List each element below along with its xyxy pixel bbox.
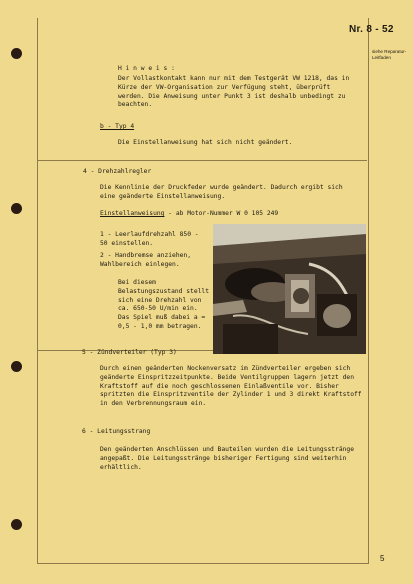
- binder-hole-1: [11, 48, 22, 59]
- reference-note: siehe Reparatur-Leitfaden: [372, 49, 407, 60]
- section6-heading: 6 - Leitungsstrang: [82, 428, 151, 435]
- separator-line: [37, 160, 367, 161]
- hinweis-title: H i n w e i s :: [118, 65, 175, 72]
- engine-photo-illustration: [213, 224, 366, 354]
- einstell-suffix: - ab Motor-Nummer W 0 105 249: [168, 210, 279, 217]
- binder-hole-3: [11, 361, 22, 372]
- section5-heading: 5 - Zündverteiler (Typ 3): [82, 349, 177, 356]
- engine-photo: [213, 224, 366, 354]
- load-text: Bei diesem Belastungszustand stellt sich eine Drehzahl von ca. 650-50 U/min ein. Das Spiel muß dabei a = 0,5 - 1,0 mm betragen.: [118, 279, 209, 330]
- section4-heading: 4 - Drehzahlregler: [83, 168, 152, 175]
- step-2: 2 - Handbremse anziehen, Wahlbereich einlegen.: [100, 252, 191, 268]
- hinweis-text: Der Vollastkontakt kann nur mit dem Testgerät VW 1218, das in Kürze der VW-Organisation zur Verfügung steht, überprüft werden. Die Anweisung unter Punkt 3 ist deshalb unbedingt zu beachten.: [118, 75, 350, 109]
- section4-intro: Die Kennlinie der Druckfeder wurde geändert. Dadurch ergibt sich eine geänderte Einstellanweisung.: [100, 184, 343, 200]
- section5-text: Durch einen geänderten Nockenversatz im Zündverteiler ergeben sich geänderte Einspritzzeitpunkte. Beide Ventilgruppen lagern jetzt den Kraftstoff auf die noch geschlossenen Einlaßventile vor. Bisher spritzten die Einspritzventile der Zylinder 1 und 3 direkt Kraftstoff in den Verbrennungsraum ein.: [100, 365, 362, 408]
- step-1: 1 - Leerlaufdrehzahl 850 - 50 einstellen.: [100, 231, 199, 247]
- typ4-text: Die Einstellanweisung hat sich nicht geändert.: [118, 139, 293, 146]
- binder-hole-4: [11, 519, 22, 530]
- typ4-label: b - Typ 4: [100, 123, 135, 130]
- bulletin-number: Nr. 8 - 52: [349, 24, 394, 35]
- binder-hole-2: [11, 203, 22, 214]
- section6-text: Den geänderten Anschlüssen und Bauteilen wurden die Leitungsstränge angepaßt. Die Leitungsstränge bisheriger Fertigung sind weiterhin erhältlich.: [100, 446, 355, 471]
- page-number: 5: [380, 554, 385, 563]
- einstell-label: Einstellanweisung: [100, 210, 165, 217]
